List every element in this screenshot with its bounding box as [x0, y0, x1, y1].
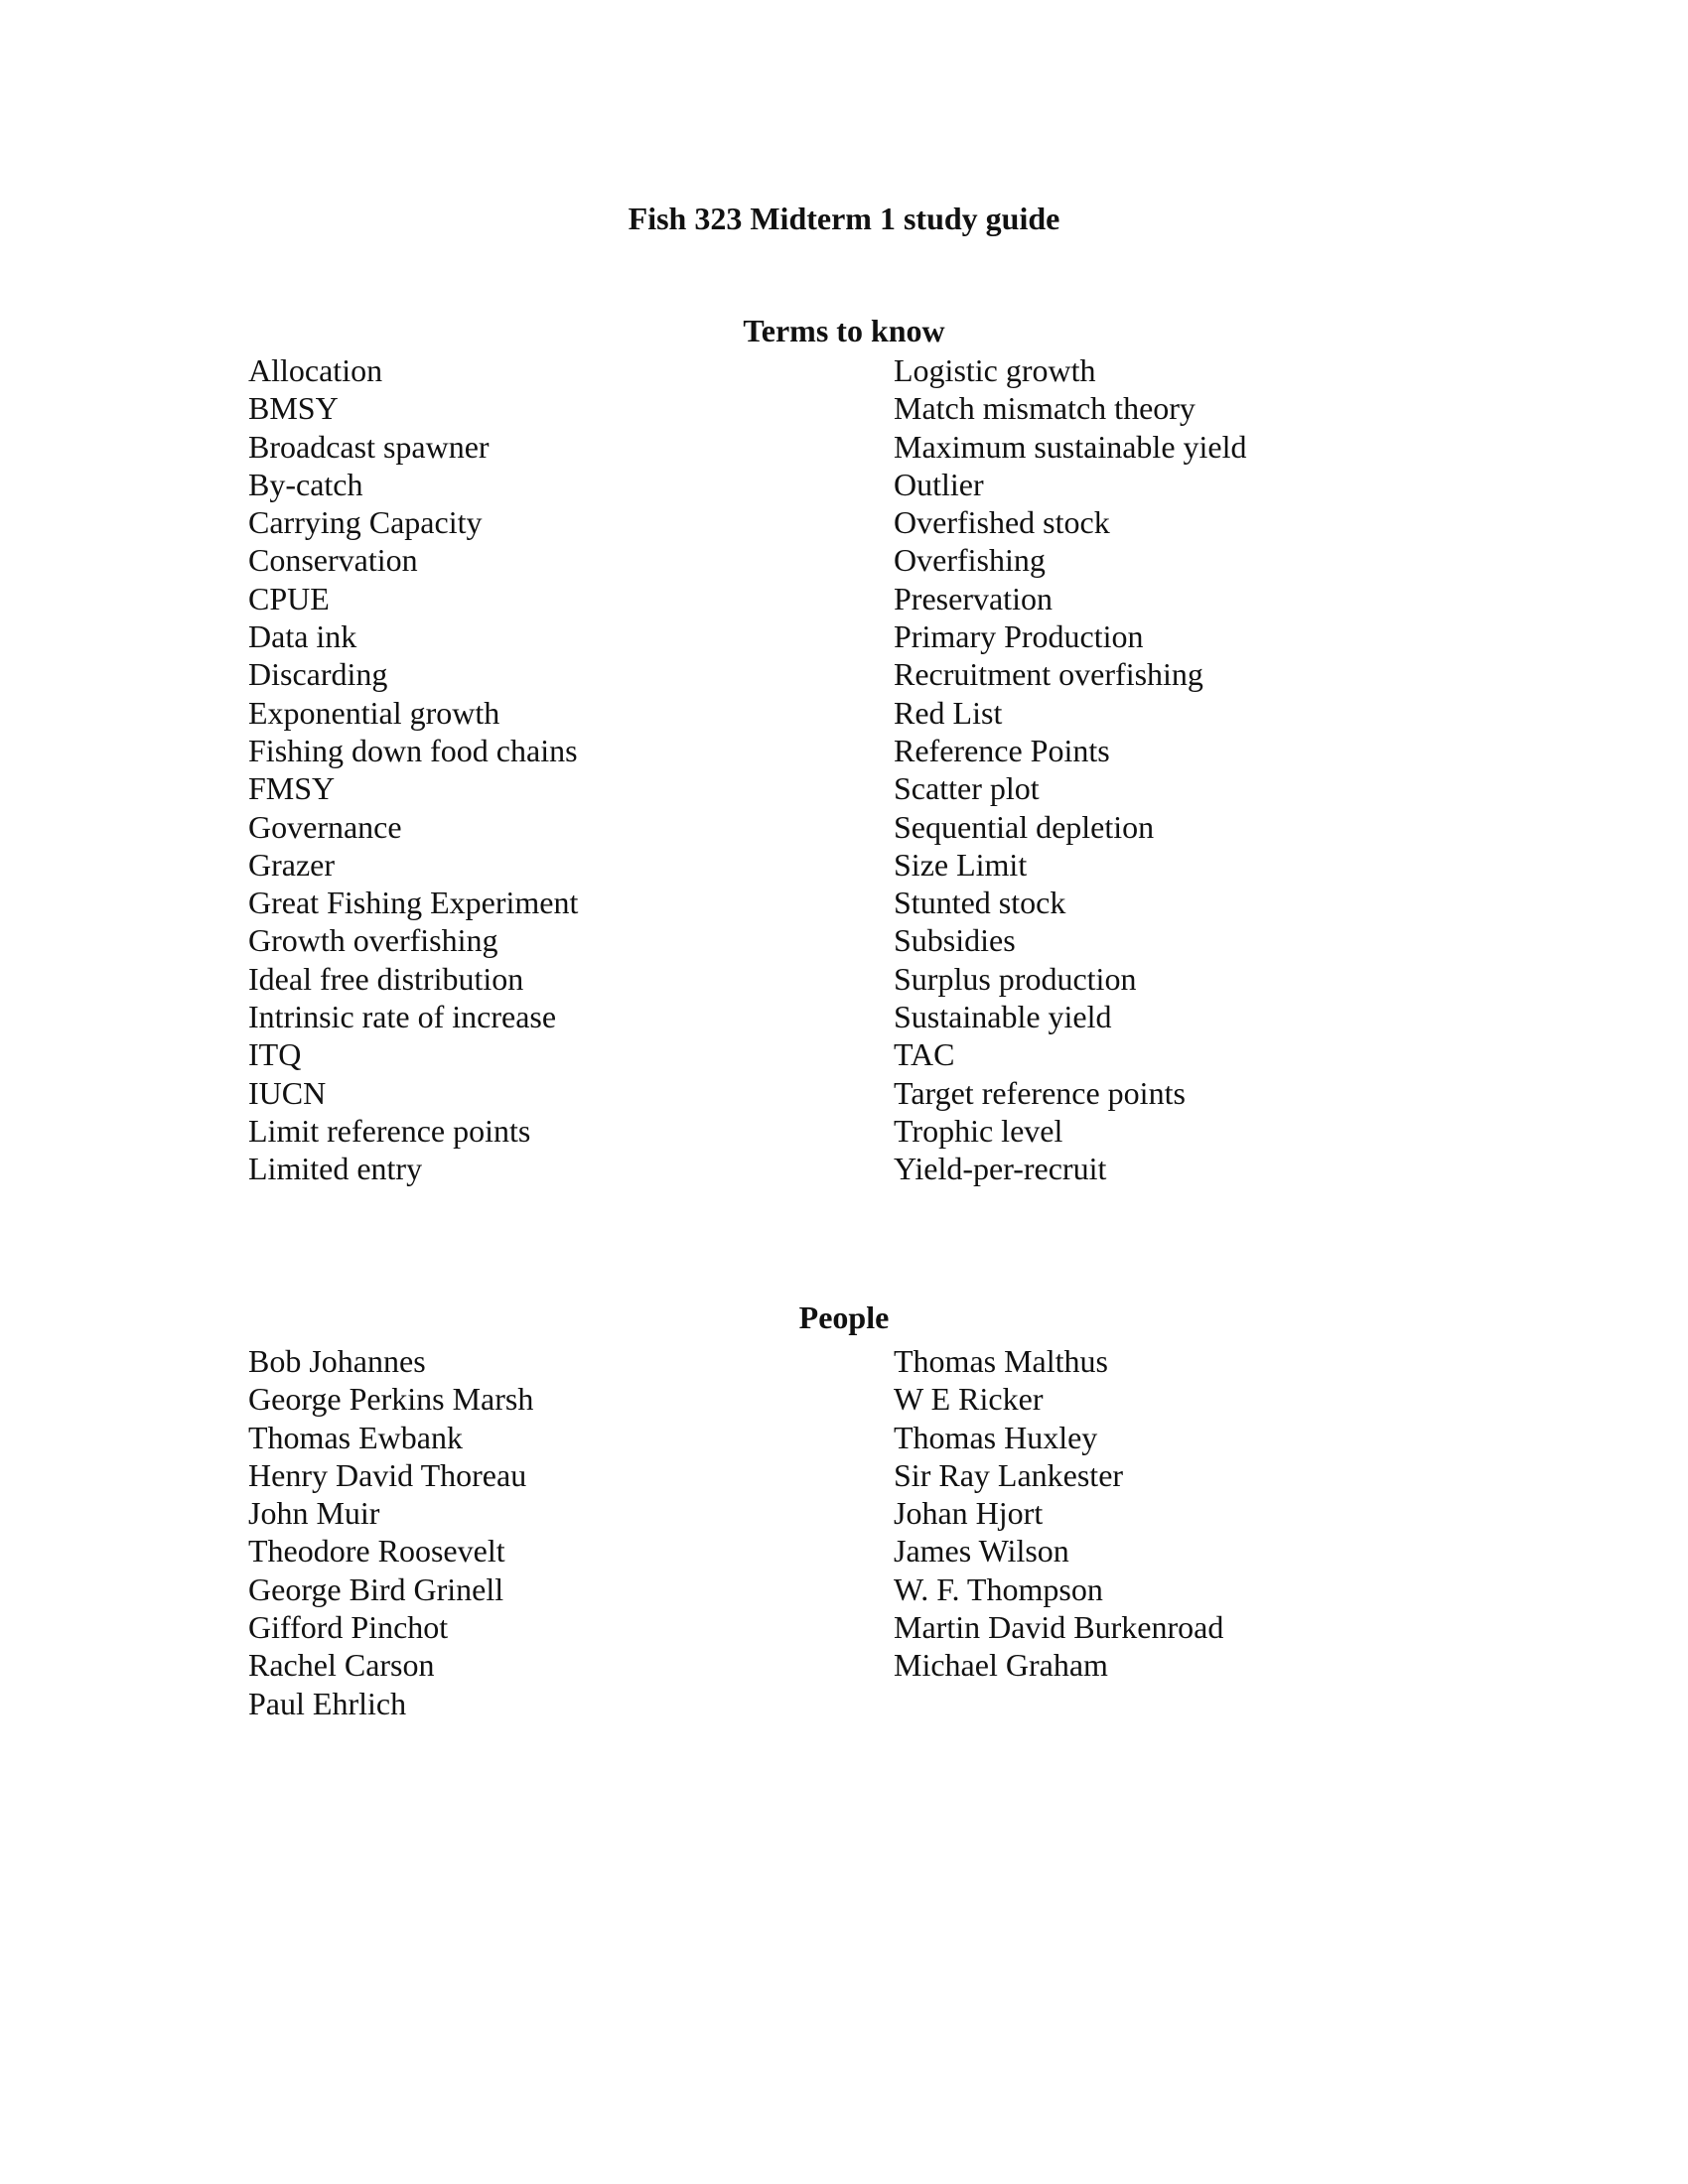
term-item: ITQ [248, 1036, 302, 1073]
people-right-column [894, 1342, 1223, 1685]
term-item: Overfishing [894, 542, 1046, 579]
terms-right-column [894, 351, 1247, 1188]
term-item: Maximum sustainable yield [894, 428, 1247, 465]
person-item: Henry David Thoreau [248, 1456, 527, 1493]
term-item: Carrying Capacity [248, 504, 483, 541]
term-item: Ideal free distribution [248, 960, 524, 997]
term-item: Yield-per-recruit [894, 1151, 1107, 1187]
person-item: James Wilson [894, 1533, 1069, 1570]
term-item: Scatter plot [894, 770, 1040, 807]
term-item: Conservation [248, 542, 418, 579]
term-item: Red List [894, 694, 1003, 731]
person-item: Sir Ray Lankester [894, 1456, 1124, 1493]
term-item: Exponential growth [248, 694, 500, 731]
term-item: Broadcast spawner [248, 428, 490, 465]
term-item: Preservation [894, 580, 1053, 616]
term-item: FMSY [248, 770, 336, 807]
people-heading: People [798, 1299, 890, 1335]
term-item: Size Limit [894, 846, 1028, 883]
person-item: Martin David Burkenroad [894, 1609, 1224, 1646]
term-item: Sustainable yield [894, 999, 1112, 1035]
person-item: Rachel Carson [248, 1647, 435, 1684]
term-item: Reference Points [894, 732, 1110, 768]
person-item: Theodore Roosevelt [248, 1533, 505, 1570]
term-item: Trophic level [894, 1112, 1063, 1149]
term-item: Governance [248, 808, 402, 845]
person-item: Paul Ehrlich [248, 1685, 407, 1721]
term-item: Data ink [248, 618, 357, 655]
person-item: W E Ricker [894, 1381, 1044, 1418]
term-item: Recruitment overfishing [894, 656, 1203, 693]
person-item: John Muir [248, 1495, 380, 1532]
terms-heading: Terms to know [743, 313, 945, 348]
term-item: Great Fishing Experiment [248, 885, 579, 921]
people-left-column [248, 1342, 533, 1722]
person-item: Thomas Malthus [894, 1343, 1108, 1379]
term-item: BMSY [248, 390, 339, 427]
person-item: Thomas Huxley [894, 1419, 1098, 1455]
person-item: W. F. Thompson [894, 1570, 1103, 1607]
term-item: Stunted stock [894, 885, 1066, 921]
term-item: Allocation [248, 352, 383, 388]
term-item: Fishing down food chains [248, 732, 578, 768]
term-item: Discarding [248, 656, 388, 693]
term-item: Growth overfishing [248, 922, 498, 959]
person-item: Bob Johannes [248, 1343, 426, 1379]
term-item: TAC [894, 1036, 955, 1073]
term-item: Grazer [248, 846, 336, 883]
terms-left-column [248, 351, 578, 1188]
person-item: Michael Graham [894, 1647, 1108, 1684]
term-item: By-catch [248, 466, 363, 502]
term-item: CPUE [248, 580, 330, 616]
person-item: Thomas Ewbank [248, 1419, 463, 1455]
term-item: Overfished stock [894, 504, 1110, 541]
person-item: Gifford Pinchot [248, 1609, 449, 1646]
term-item: IUCN [248, 1074, 327, 1111]
term-item: Outlier [894, 466, 984, 502]
term-item: Primary Production [894, 618, 1144, 655]
person-item: Johan Hjort [894, 1495, 1044, 1532]
term-item: Limited entry [248, 1151, 423, 1187]
term-item: Limit reference points [248, 1112, 531, 1149]
person-item: George Bird Grinell [248, 1570, 504, 1607]
term-item: Match mismatch theory [894, 390, 1196, 427]
term-item: Subsidies [894, 922, 1016, 959]
term-item: Target reference points [894, 1074, 1186, 1111]
page-title: Fish 323 Midterm 1 study guide [628, 201, 1060, 236]
person-item: George Perkins Marsh [248, 1381, 534, 1418]
term-item: Sequential depletion [894, 808, 1155, 845]
term-item: Intrinsic rate of increase [248, 999, 557, 1035]
term-item: Surplus production [894, 960, 1137, 997]
term-item: Logistic growth [894, 352, 1096, 388]
